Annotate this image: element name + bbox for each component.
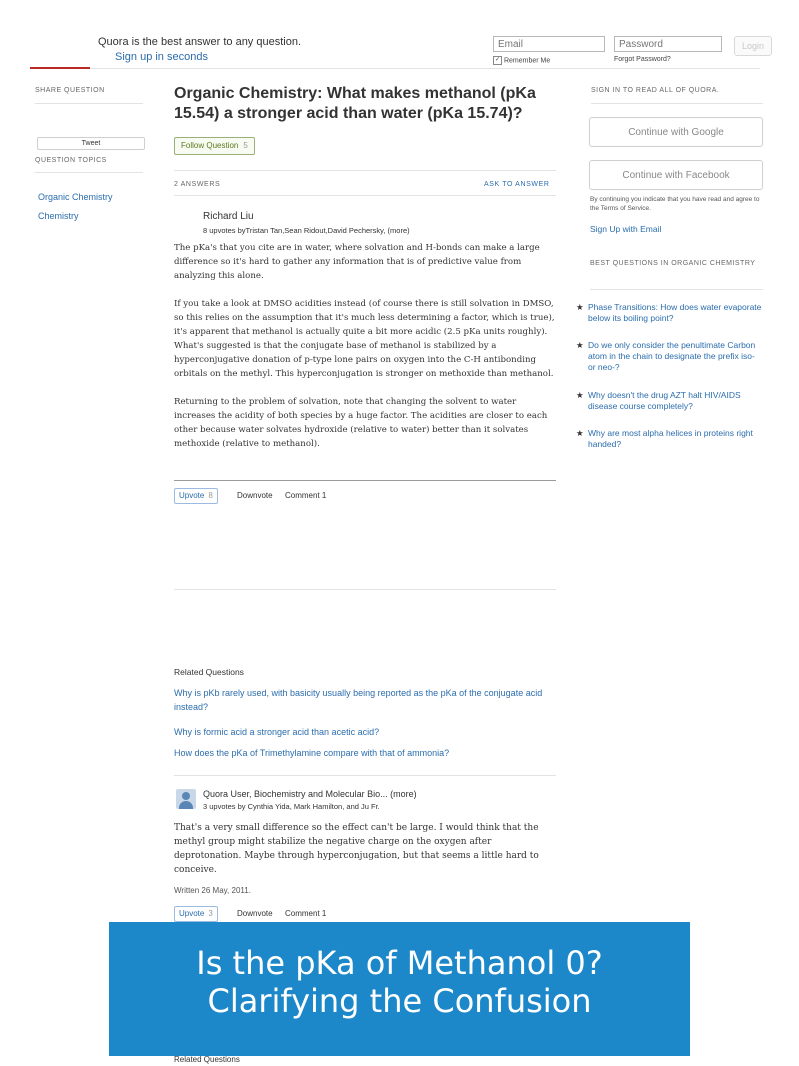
best-question-link[interactable] bbox=[576, 390, 766, 412]
password-input[interactable] bbox=[614, 36, 722, 52]
downvote-button[interactable]: Downvote bbox=[237, 491, 273, 500]
forgot-password-link[interactable]: Forgot Password? bbox=[614, 56, 671, 63]
tweet-button[interactable]: Tweet bbox=[37, 137, 145, 150]
answer-fold-line bbox=[174, 480, 556, 481]
user-icon bbox=[182, 792, 190, 800]
signup-link[interactable]: Sign up in seconds bbox=[115, 51, 208, 63]
divider bbox=[591, 103, 763, 104]
comment-button[interactable] bbox=[285, 491, 326, 500]
terms-notice: By continuing you indicate that you have read and agree to the Terms of Service. bbox=[590, 196, 760, 212]
downvote-button[interactable]: Downvote bbox=[237, 909, 273, 918]
upvote-button[interactable] bbox=[174, 488, 218, 504]
comment-label: Comment bbox=[285, 491, 320, 500]
share-question-title: SHARE QUESTION bbox=[35, 87, 105, 94]
avatar[interactable] bbox=[176, 789, 196, 809]
upvote-count: 3 bbox=[208, 909, 213, 918]
divider bbox=[590, 289, 763, 290]
star-icon: ★ bbox=[576, 390, 584, 400]
divider bbox=[35, 172, 143, 173]
topic-link-chemistry[interactable]: Chemistry bbox=[38, 211, 79, 221]
sign-up-with-email-link[interactable]: Sign Up with Email bbox=[590, 224, 662, 234]
related-questions-title: Related Questions bbox=[174, 1055, 240, 1064]
answer-upvoters: 8 upvotes byTristan Tan,Sean Ridout,David Pechersky, (more) bbox=[203, 226, 410, 235]
banner-title: Is the pKa of Methanol 0? Clarifying the Confusion bbox=[196, 944, 603, 1020]
checkbox-icon[interactable]: ✓ bbox=[494, 57, 501, 63]
comment-count: 1 bbox=[321, 491, 327, 500]
continue-with-google-button[interactable]: Continue with Google bbox=[589, 117, 763, 147]
question-text: : What makes methanol (pKa 15.54) a stronger acid than water (pKa 15.74)? bbox=[174, 85, 536, 122]
answer-author[interactable]: Quora User, Biochemistry and Molecular Bio... (more) bbox=[203, 789, 417, 799]
email-input[interactable] bbox=[493, 36, 605, 52]
upvote-label: Upvote bbox=[179, 909, 205, 918]
best-question-link[interactable] bbox=[576, 302, 766, 324]
best-questions-title: BEST QUESTIONS IN ORGANIC CHEMISTRY bbox=[590, 260, 756, 267]
answer-paragraph: If you take a look at DMSO acidities instead (of course there is still solvation in DMSO, so this relies on the assumption that it's much less determining a factor, which is true), it's apparent that methanol is actually quite a bit more acidic (2.5 pKa units roughly). What's suggested is that the conjugate base of methanol is stabilized by a hyperconjugative donation of p-type lone pairs on oxygen into the C-H antibonding orbitals on the methyl. This hyperconjugation is stronger on methoxide than methanol. bbox=[174, 299, 555, 379]
follow-question-button[interactable] bbox=[174, 137, 255, 155]
comment-label: Comment bbox=[285, 909, 320, 918]
best-question-text[interactable]: Why doesn't the drug AZT halt HIV/AIDS disease course completely? bbox=[588, 390, 741, 411]
divider bbox=[174, 195, 556, 196]
related-question-link[interactable]: Why is pKb rarely used, with basicity usually being reported as the pKa of the conjugate acid instead? bbox=[174, 688, 543, 712]
ask-to-answer-link[interactable]: ASK TO ANSWER bbox=[484, 181, 550, 188]
comment-button[interactable] bbox=[285, 909, 326, 918]
answer-body bbox=[174, 241, 556, 481]
topic-link-organic-chemistry[interactable]: Organic Chemistry bbox=[38, 192, 113, 202]
upvote-label: Upvote bbox=[179, 491, 205, 500]
star-icon: ★ bbox=[576, 428, 584, 438]
user-icon-body bbox=[179, 801, 193, 809]
related-question-link[interactable]: How does the pKa of Trimethylamine compare with that of ammonia? bbox=[174, 748, 450, 758]
related-questions-title: Related Questions bbox=[174, 667, 244, 677]
upvote-button[interactable] bbox=[174, 906, 218, 922]
header-accent bbox=[30, 67, 90, 69]
remember-me-checkbox[interactable] bbox=[493, 56, 550, 65]
question-topics-title: QUESTION TOPICS bbox=[35, 157, 107, 164]
answer-paragraph: Returning to the problem of solvation, note that changing the solvent to water increases the acidity of both species by a huge factor. The acidities are closer to each other because water solvates hydroxide (relative to water) better than it solvates methoxide (relative to methanol). bbox=[174, 397, 548, 449]
remember-me-label: Remember Me bbox=[503, 57, 551, 65]
related-question-link[interactable]: Why is formic acid a stronger acid than acetic acid? bbox=[174, 727, 380, 737]
answer-author[interactable]: Richard Liu bbox=[203, 211, 254, 222]
divider bbox=[35, 103, 143, 104]
continue-with-facebook-button[interactable]: Continue with Facebook bbox=[589, 160, 763, 190]
divider bbox=[174, 775, 556, 776]
best-question-link[interactable] bbox=[576, 428, 766, 450]
best-question-link[interactable] bbox=[576, 340, 766, 373]
answer-paragraph: The pKa's that you cite are in water, where solvation and H-bonds can make a large difference so it's hard to gather any information that is of predictive value from analyzing this alone. bbox=[174, 243, 540, 281]
login-button[interactable]: Login bbox=[734, 36, 772, 56]
sign-in-title: SIGN IN TO READ ALL OF QUORA. bbox=[591, 87, 720, 94]
answers-count: 2 ANSWERS bbox=[174, 181, 221, 188]
follow-count: 5 bbox=[243, 141, 248, 150]
answer-date: Written 26 May, 2011. bbox=[174, 886, 251, 895]
best-question-text[interactable]: Phase Transitions: How does water evaporate below its boiling point? bbox=[588, 302, 762, 323]
question-title bbox=[174, 84, 564, 124]
divider bbox=[174, 589, 556, 590]
header-divider bbox=[30, 68, 760, 69]
star-icon: ★ bbox=[576, 340, 584, 350]
comment-count: 1 bbox=[321, 909, 327, 918]
follow-label: Follow Question bbox=[181, 141, 239, 150]
tagline: Quora is the best answer to any question. bbox=[98, 36, 302, 48]
best-question-text[interactable]: Why are most alpha helices in proteins right handed? bbox=[588, 428, 753, 449]
divider bbox=[174, 170, 556, 171]
title-banner bbox=[109, 922, 690, 1056]
answer-body: That's a very small difference so the effect can't be large. I would think that the methyl group might stabilize the negative charge on the oxygen after deprotonation. Maybe through hyperconjugation, but that seems a little hard to conceive. bbox=[174, 823, 539, 875]
answer-upvoters: 3 upvotes by Cynthia Yida, Mark Hamilton, and Ju Fr. bbox=[203, 802, 380, 811]
star-icon: ★ bbox=[576, 302, 584, 312]
best-question-text[interactable]: Do we only consider the penultimate Carbon atom in the chain to designate the prefix iso- or neo-? bbox=[588, 340, 756, 372]
upvote-count: 8 bbox=[208, 491, 213, 500]
question-topic[interactable]: Organic Chemistry bbox=[174, 85, 318, 102]
